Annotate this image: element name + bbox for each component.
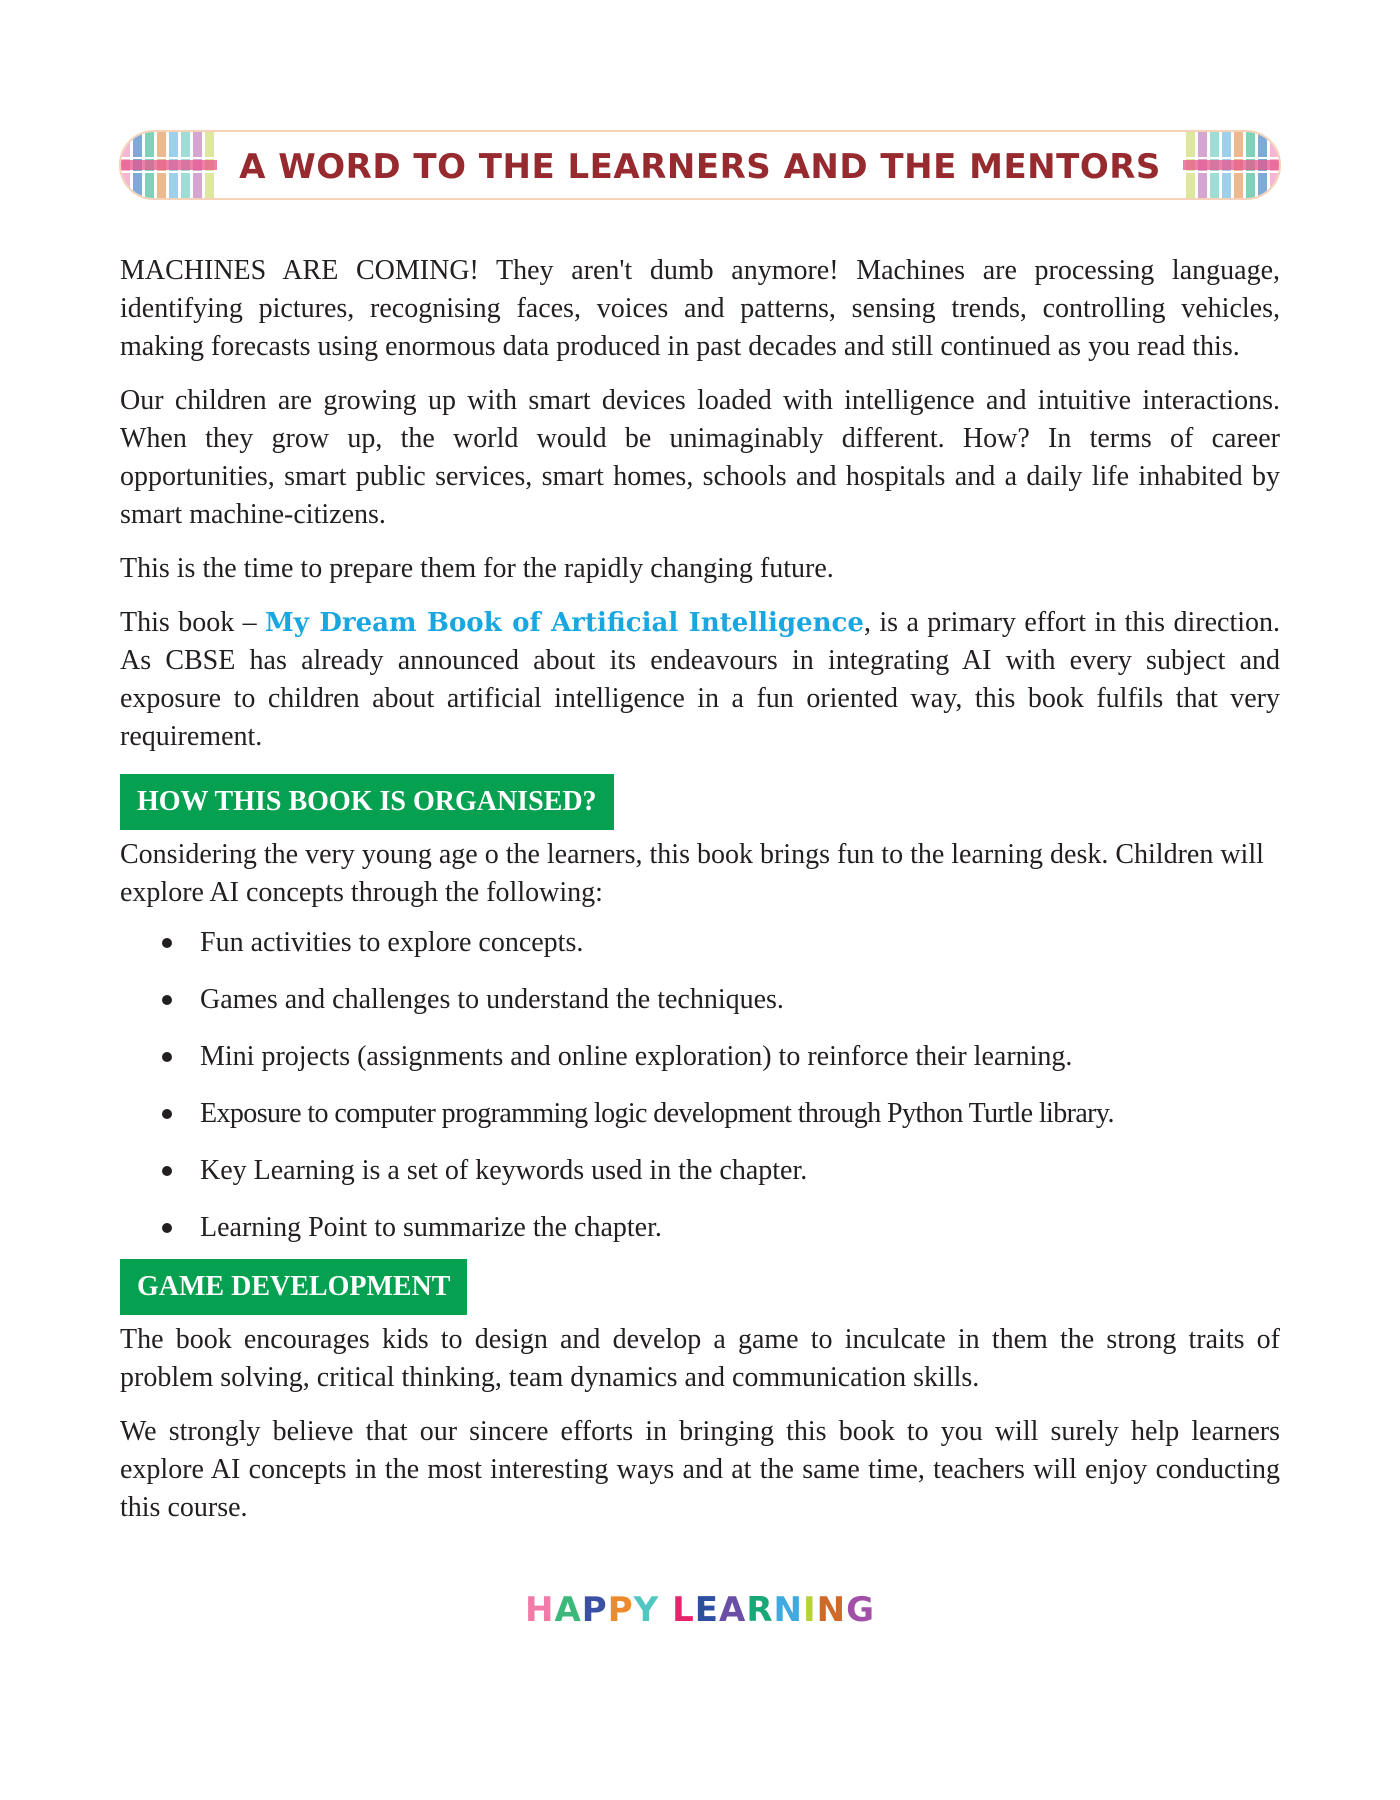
organised-paragraph: Considering the very young age o the learners, this book brings fun to the learning desk. Children will explore AI concepts through the following: [120, 839, 1264, 908]
logo-letter: H [524, 1590, 555, 1630]
book-paragraph [120, 604, 1280, 756]
list-item-text: Exposure to computer programming logic development through Python Turtle library. [200, 1098, 1114, 1129]
bullet-icon [162, 1052, 172, 1062]
logo-letter: P [581, 1590, 608, 1630]
game-paragraph: The book encourages kids to design and develop a game to inculcate in them the strong traits of problem solving, critical thinking, team dynamics and communication skills. [120, 1324, 1280, 1393]
children-paragraph: Our children are growing up with smart devices loaded with intelligence and intuitive interactions. When they grow up, the world would be unimaginably different. How? In terms of career opportunities, smart public services, smart homes, schools and hospitals and a daily life inhabited by smart machine-citizens. [120, 385, 1280, 530]
stripe-crossline [1183, 171, 1279, 173]
list-item-text: Games and challenges to understand the techniques. [200, 984, 784, 1015]
happy-learning-logo [0, 1590, 1400, 1630]
closing-paragraph: We strongly believe that our sincere efforts in bringing this book to you will surely help learners explore AI concepts in the most interesting ways and at the same time, teachers will enjoy conducting this course. [120, 1416, 1280, 1523]
logo-letter: N [773, 1590, 803, 1630]
list-item-text: Fun activities to explore concepts. [200, 927, 584, 958]
list-item-text: Key Learning is a set of keywords used in the chapter. [200, 1155, 808, 1186]
features-list [120, 928, 1280, 1257]
logo-letter [659, 1590, 672, 1630]
logo-letter: I [802, 1590, 817, 1630]
logo-letter: A [554, 1590, 582, 1630]
banner-stripes-right [1183, 132, 1279, 198]
bullet-icon [162, 1166, 172, 1176]
list-item [120, 1042, 1280, 1099]
page-title: A WORD TO THE LEARNERS AND THE MENTORS [239, 147, 1161, 187]
bullet-icon [162, 1109, 172, 1119]
bullet-icon [162, 995, 172, 1005]
prepare-paragraph: This is the time to prepare them for the rapidly changing future. [120, 553, 834, 584]
logo-letter: R [746, 1590, 774, 1630]
book-paragraph-suffix: , is a primary effort in this direction. As CBSE has already announced about its endeavours in integrating AI with every subject and exposure to children about artificial intelligence in a fun oriented way, this book fulfils that very requirement. [120, 607, 1280, 752]
logo-letter: P [607, 1590, 634, 1630]
bullet-icon [162, 938, 172, 948]
book-paragraph-prefix: This book – [120, 607, 266, 638]
logo-letter: L [672, 1590, 695, 1630]
book-title-link: My Dream Book of Artificial Intelligence [265, 608, 864, 638]
stripe-crossbar [1183, 160, 1279, 170]
title-banner [119, 130, 1281, 200]
section-header-game-development: GAME DEVELOPMENT [120, 1259, 467, 1315]
logo-letter: E [694, 1590, 719, 1630]
stripe-crossline [1183, 157, 1279, 159]
logo-letter: Y [633, 1590, 660, 1630]
list-item-text: Mini projects (assignments and online exploration) to reinforce their learning. [200, 1041, 1073, 1072]
logo-letter: N [816, 1590, 847, 1630]
body-content [120, 252, 1280, 1543]
intro-paragraph: MACHINES ARE COMING! They aren't dumb anymore! Machines are processing language, identifying pictures, recognising faces, voices and patterns, sensing trends, controlling vehicles, making forecasts using enormous data produced in past decades and still continued as you read this. [120, 255, 1280, 362]
list-item [120, 1099, 1280, 1156]
list-item [120, 928, 1280, 985]
list-item-text: Learning Point to summarize the chapter. [200, 1212, 662, 1243]
section-header-organised: HOW THIS BOOK IS ORGANISED? [120, 774, 614, 830]
list-item [120, 1156, 1280, 1213]
logo-letter: A [718, 1590, 747, 1630]
logo-letter: G [846, 1590, 876, 1630]
list-item [120, 1213, 1280, 1257]
bullet-icon [162, 1223, 172, 1233]
list-item [120, 985, 1280, 1042]
